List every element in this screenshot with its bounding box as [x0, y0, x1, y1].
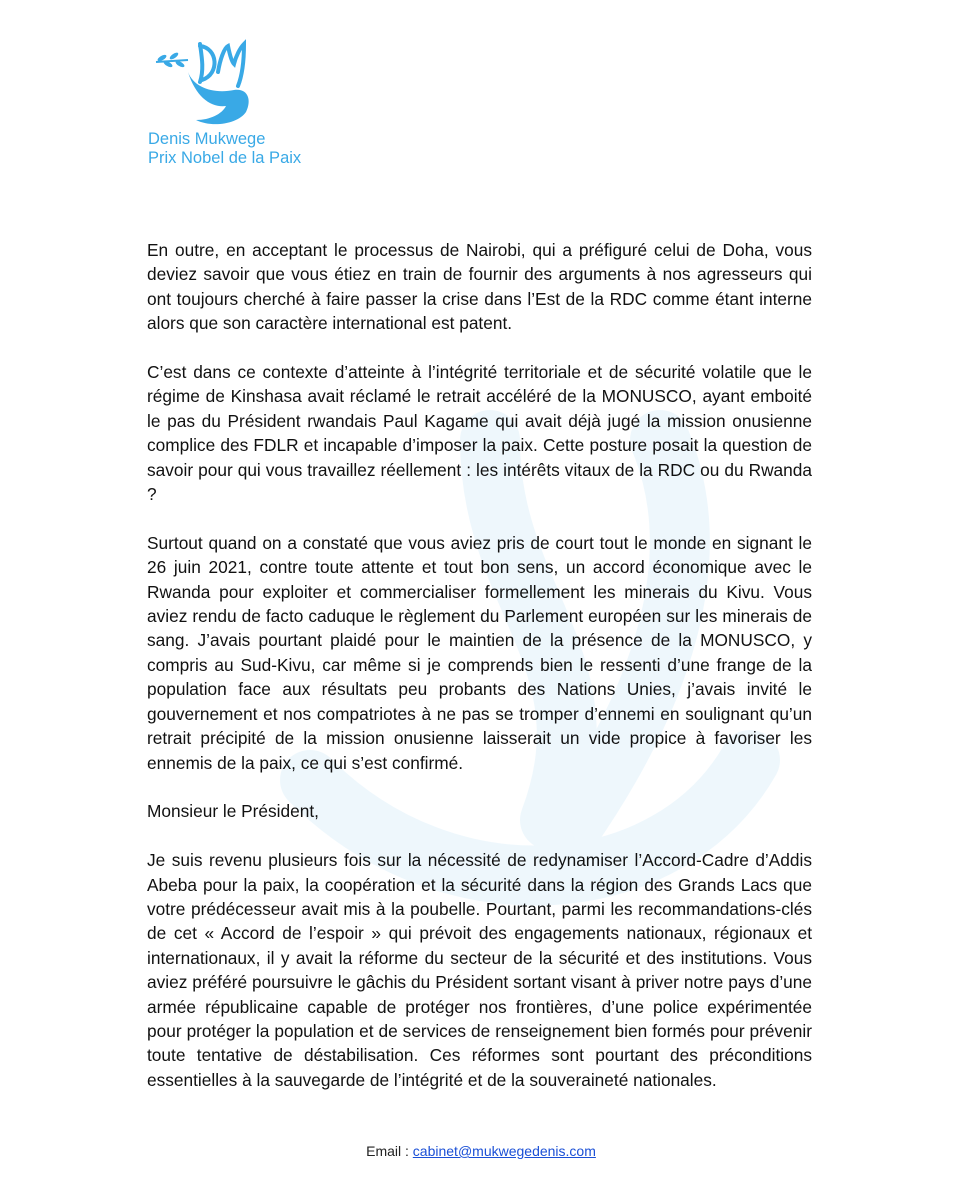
paragraph: En outre, en acceptant le processus de Nairobi, qui a préfiguré celui de Doha, vous deviez savoir que vous étiez en train de fournir des arguments à nos agresseurs qui ont toujours cherché à faire passer la crise dans l’Est de la RDC comme étant interne alors que son caractère international est patent.: [147, 240, 812, 334]
paragraph: Je suis revenu plusieurs fois sur la nécessité de redynamiser l’Accord-Cadre d’Addis Abeba pour la paix, la coopération et la sécurité dans la région des Grands Lacs que votre prédécesseur avait mis à la poubelle. Pourtant, parmi les recommandations-clés de cet « Accord de l’espoir » qui prévoit des engagements nationaux, régionaux et internationaux, il y avait la réforme du secteur de la sécurité et des institutions. Vous aviez préféré poursuivre le gâchis du Président sortant visant à priver notre pays d’une armée républicaine capable de protéger nos frontières, d’une police expérimentée pour protéger la population et de services de renseignement bien formés pour prévenir toute tentative de déstabilisation. Ces réformes sont pourtant des préconditions essentielles à la sauvegarde de l’intégrité et de la souveraineté nationales.: [147, 850, 812, 1090]
email-link[interactable]: cabinet@mukwegedenis.com: [412, 1143, 596, 1159]
paragraph: C’est dans ce contexte d’atteinte à l’intégrité territoriale et de sécurité volatile que le régime de Kinshasa avait réclamé le retrait accéléré de la MONUSCO, ayant emboité le pas du Président rwandais Paul Kagame qui avait déjà jugé la mission onusienne complice des FDLR et incapable d’imposer la paix. Cette posture posait la question de savoir pour qui vous travaillez réellement : les intérêts vitaux de la RDC ou du Rwanda ?: [147, 362, 812, 505]
letter-body: [147, 238, 812, 1117]
letterhead-name: Denis Mukwege: [148, 130, 266, 148]
paragraph: Surtout quand on a constaté que vous aviez pris de court tout le monde en signant le 26 juin 2021, contre toute attente et tout bon sens, un accord économique avec le Rwanda pour exploiter et commercialiser formellement les minerais du Kivu. Vous aviez rendu de facto caduque le règlement du Parlement européen sur les minerais de sang. J’avais pourtant plaidé pour le maintien de la présence de la MONUSCO, y compris au Sud-Kivu, car même si je comprends bien le ressenti d’une frange de la population face aux résultats peu probants des Nations Unies, j’avais invité le gouvernement et nos compatriotes à ne pas se tromper d’ennemi en soulignant qu’un retrait précipité de la mission onusienne laisserait un vide propice à favoriser les ennemis de la paix, ce qui s’est confirmé.: [147, 532, 812, 773]
letterhead: [148, 38, 301, 168]
dove-logo-icon: [148, 38, 258, 130]
salutation: Monsieur le Président,: [147, 801, 319, 822]
email-label: Email :: [366, 1143, 413, 1159]
footer: [0, 1143, 962, 1159]
letterhead-title: Prix Nobel de la Paix: [148, 149, 302, 167]
